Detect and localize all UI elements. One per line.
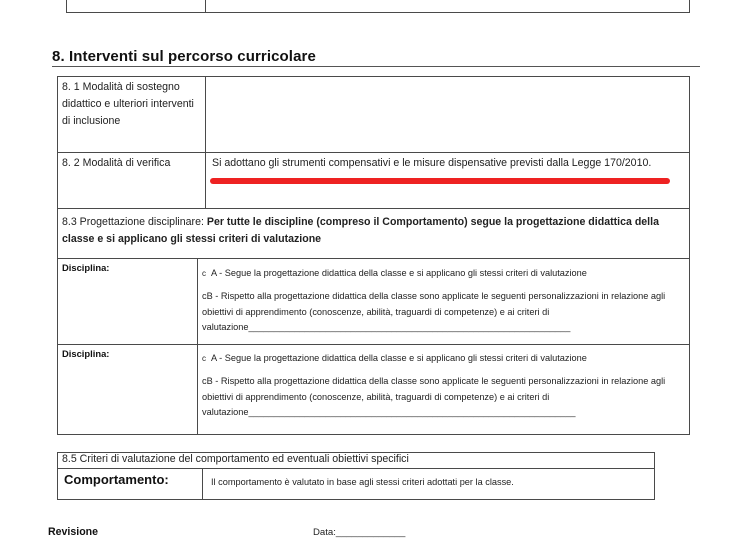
comportamento-label: Comportamento: — [64, 472, 169, 487]
discipline-1-option-a[interactable] — [202, 266, 682, 282]
comportamento-divider-h — [58, 468, 654, 469]
red-highlight-underline — [210, 178, 670, 184]
comportamento-title: 8.5 Criteri di valutazione del comportamento ed eventuali obiettivi specifici — [62, 453, 409, 465]
discipline-1-label: Disciplina: — [62, 262, 110, 273]
revisione-label: Revisione — [48, 526, 99, 538]
discipline-1-option-b-checkbox[interactable]: c — [202, 291, 207, 301]
row-8-1-label: 8. 1 Modalità di sostegno didattico e ulteriori interventi di inclusione — [62, 81, 194, 127]
previous-table-divider — [205, 0, 206, 12]
section-rule — [52, 66, 700, 67]
row-8-3-text — [62, 214, 684, 248]
discipline-2-label: Disciplina: — [62, 348, 110, 359]
comportamento-value: Il comportamento è valutato in base agli stessi criteri adottati per la classe. — [211, 477, 514, 487]
row-divider-3 — [58, 258, 689, 259]
column-divider-lower — [197, 258, 198, 434]
discipline-1-option-a-text: A - Segue la progettazione didattica della classe e si applicano gli stessi criteri di valutazione — [211, 268, 587, 278]
discipline-2-option-a-text: A - Segue la progettazione didattica della classe e si applicano gli stessi criteri di valutazione — [211, 353, 587, 363]
discipline-1-option-a-checkbox[interactable]: c — [202, 269, 206, 278]
discipline-2-option-b[interactable] — [202, 374, 672, 421]
section-title: 8. Interventi sul percorso curricolare — [52, 48, 316, 65]
row-divider-2 — [58, 208, 689, 209]
row-divider-4 — [58, 344, 689, 345]
discipline-1-option-b-text: B - Rispetto alla progettazione didattica della classe sono applicate le seguenti personalizzazioni in relazione agli obiettivi di apprendimento (conoscenze, abilità, traguardi di competenze) e ai criteri di valutazione_______________________________________________________________ — [202, 291, 666, 332]
discipline-2-option-a[interactable] — [202, 351, 682, 367]
row-divider-1 — [58, 152, 689, 153]
discipline-2-option-b-text: B - Rispetto alla progettazione didattica della classe sono applicate le seguenti personalizzazioni in relazione agli obiettivi di apprendimento (conoscenze, abilità, traguardi di competenze) e ai criteri di valutazione________________________________________________________________ — [202, 376, 666, 417]
comportamento-divider-v — [202, 468, 203, 499]
discipline-2-option-b-checkbox[interactable]: c — [202, 376, 207, 386]
row-8-3-bold: Per tutte le discipline (compreso il Comportamento) segue la progettazione didattica della classe e si applicano gli stessi criteri di valutazione — [62, 216, 659, 245]
column-divider-upper — [205, 77, 206, 208]
data-field[interactable]: Data:_____________ — [313, 527, 406, 538]
row-8-2-value: Si adottano gli strumenti compensativi e le misure dispensative previsti dalla Legge 170/2010. — [212, 157, 652, 169]
discipline-2-option-a-checkbox[interactable]: c — [202, 354, 206, 363]
previous-table-fragment — [66, 0, 690, 13]
row-8-2-label: 8. 2 Modalità di verifica — [62, 157, 171, 169]
discipline-1-option-b[interactable] — [202, 289, 672, 336]
row-8-3-prefix: 8.3 Progettazione disciplinare: — [62, 216, 207, 228]
